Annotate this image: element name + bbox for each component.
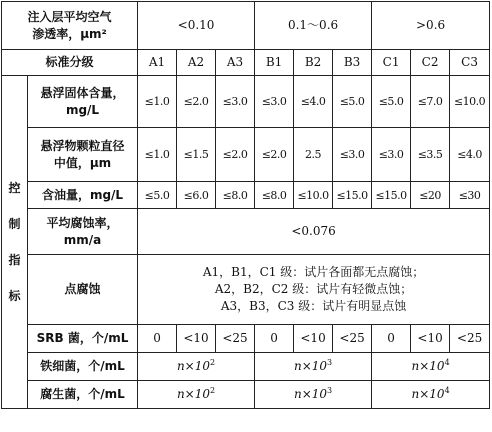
permeability-label-line1: 注入层平均空气 — [27, 9, 112, 24]
value-cell: ≤5.0 — [138, 182, 177, 209]
control-index-side-label — [2, 76, 28, 409]
pitting-note: A1，B1，C1 级：试片各面都无点腐蚀； — [202, 265, 425, 279]
value-cell: ≤7.0 — [411, 76, 450, 128]
row-label: 含油量，mg/L — [28, 182, 138, 209]
table-row — [2, 325, 490, 353]
permeability-group-c: >0.6 — [372, 2, 490, 50]
value-cell: <25 — [333, 325, 372, 353]
group-value-cell — [138, 353, 255, 381]
group-coef: n×10 — [293, 387, 328, 401]
permeability-label-line2: 渗透率，μm² — [32, 26, 107, 41]
value-cell: ≤2.0 — [255, 128, 294, 182]
group-exp: 2 — [210, 386, 216, 395]
value-cell: ≤4.0 — [294, 76, 333, 128]
row-label: 铁细菌，个/mL — [28, 353, 138, 381]
value-cell: ≤20 — [411, 182, 450, 209]
row-label-line2: mg/L — [65, 102, 100, 117]
group-coef: n×10 — [411, 359, 445, 373]
value-cell: ≤3.5 — [411, 128, 450, 182]
row-label — [28, 128, 138, 182]
row-label — [28, 76, 138, 128]
permeability-group-a: <0.10 — [138, 2, 255, 50]
group-exp: 3 — [327, 386, 333, 395]
value-cell: ≤3.0 — [255, 76, 294, 128]
group-coef: n×10 — [176, 359, 211, 373]
value-cell: <10 — [294, 325, 333, 353]
value-cell: ≤15.0 — [372, 182, 411, 209]
table-row — [2, 381, 490, 409]
side-char: 指 — [8, 253, 21, 267]
value-cell: ≤30 — [450, 182, 490, 209]
water-quality-standard-table-container — [1, 1, 490, 409]
value-cell: <10 — [411, 325, 450, 353]
value-cell: 0 — [138, 325, 177, 353]
permeability-label — [2, 2, 138, 50]
table-row — [2, 255, 490, 325]
value-cell: ≤3.0 — [216, 76, 255, 128]
row-label: 点腐蚀 — [28, 255, 138, 325]
group-coef: n×10 — [176, 387, 211, 401]
grade-cell: C3 — [450, 50, 490, 76]
group-value-cell — [138, 381, 255, 409]
pitting-note: A2，B2，C2 级：试片有轻微点蚀； — [214, 282, 413, 296]
group-value-cell — [255, 381, 372, 409]
row-label — [28, 209, 138, 255]
value-cell: ≤6.0 — [177, 182, 216, 209]
value-cell: <25 — [450, 325, 490, 353]
value-cell: <10 — [177, 325, 216, 353]
table-row — [2, 182, 490, 209]
group-exp: 4 — [444, 386, 450, 395]
value-cell: ≤1.5 — [177, 128, 216, 182]
table-row — [2, 128, 490, 182]
row-label-line1: 平均腐蚀率， — [46, 215, 119, 230]
group-coef: n×10 — [293, 359, 328, 373]
value-cell: ≤1.0 — [138, 76, 177, 128]
value-cell: ≤3.0 — [333, 128, 372, 182]
group-value-cell — [372, 353, 490, 381]
value-cell: ≤8.0 — [216, 182, 255, 209]
group-exp: 4 — [444, 358, 450, 367]
group-exp: 3 — [327, 358, 333, 367]
value-cell: ≤8.0 — [255, 182, 294, 209]
value-cell: ≤1.0 — [138, 128, 177, 182]
grade-cell: B2 — [294, 50, 333, 76]
value-cell: ≤4.0 — [450, 128, 490, 182]
grade-cell: A3 — [216, 50, 255, 76]
value-cell: <25 — [216, 325, 255, 353]
grade-cell: C1 — [372, 50, 411, 76]
table-row — [2, 209, 490, 255]
permeability-group-b: 0.1～0.6 — [255, 2, 372, 50]
side-char: 标 — [8, 289, 21, 303]
value-cell: 0 — [372, 325, 411, 353]
row-label: 腐生菌，个/mL — [28, 381, 138, 409]
side-char: 制 — [8, 217, 21, 231]
group-value-cell — [255, 353, 372, 381]
grade-cell: B3 — [333, 50, 372, 76]
water-quality-standard-table — [1, 1, 490, 409]
row-label-line2: mm/a — [63, 232, 102, 247]
side-char: 控 — [8, 181, 21, 195]
value-cell: ≤15.0 — [333, 182, 372, 209]
pitting-note: A3，B3，C3 级：试片有明显点蚀 — [220, 299, 407, 313]
value-cell: ≤10.0 — [294, 182, 333, 209]
pitting-notes-cell — [138, 255, 490, 325]
value-cell: ≤2.0 — [216, 128, 255, 182]
group-exp: 2 — [210, 358, 216, 367]
row-label: SRB 菌，个/mL — [28, 325, 138, 353]
value-cell: 2.5 — [294, 128, 333, 182]
row-label-line2: 中值，μm — [53, 155, 112, 170]
row-label-line1: 悬浮物颗粒直径 — [40, 138, 125, 153]
permeability-header-row — [2, 2, 490, 50]
value-cell: ≤10.0 — [450, 76, 490, 128]
merged-value-cell: <0.076 — [138, 209, 490, 255]
table-row — [2, 76, 490, 128]
row-label-line1: 悬浮固体含量， — [40, 85, 125, 100]
grade-header-row — [2, 50, 490, 76]
value-cell: ≤5.0 — [333, 76, 372, 128]
table-row — [2, 353, 490, 381]
value-cell: ≤5.0 — [372, 76, 411, 128]
value-cell: 0 — [255, 325, 294, 353]
grade-cell: B1 — [255, 50, 294, 76]
grade-label: 标准分级 — [2, 50, 138, 76]
group-value-cell — [372, 381, 490, 409]
group-coef: n×10 — [411, 387, 445, 401]
grade-cell: C2 — [411, 50, 450, 76]
grade-cell: A2 — [177, 50, 216, 76]
value-cell: ≤3.0 — [372, 128, 411, 182]
grade-cell: A1 — [138, 50, 177, 76]
value-cell: ≤2.0 — [177, 76, 216, 128]
